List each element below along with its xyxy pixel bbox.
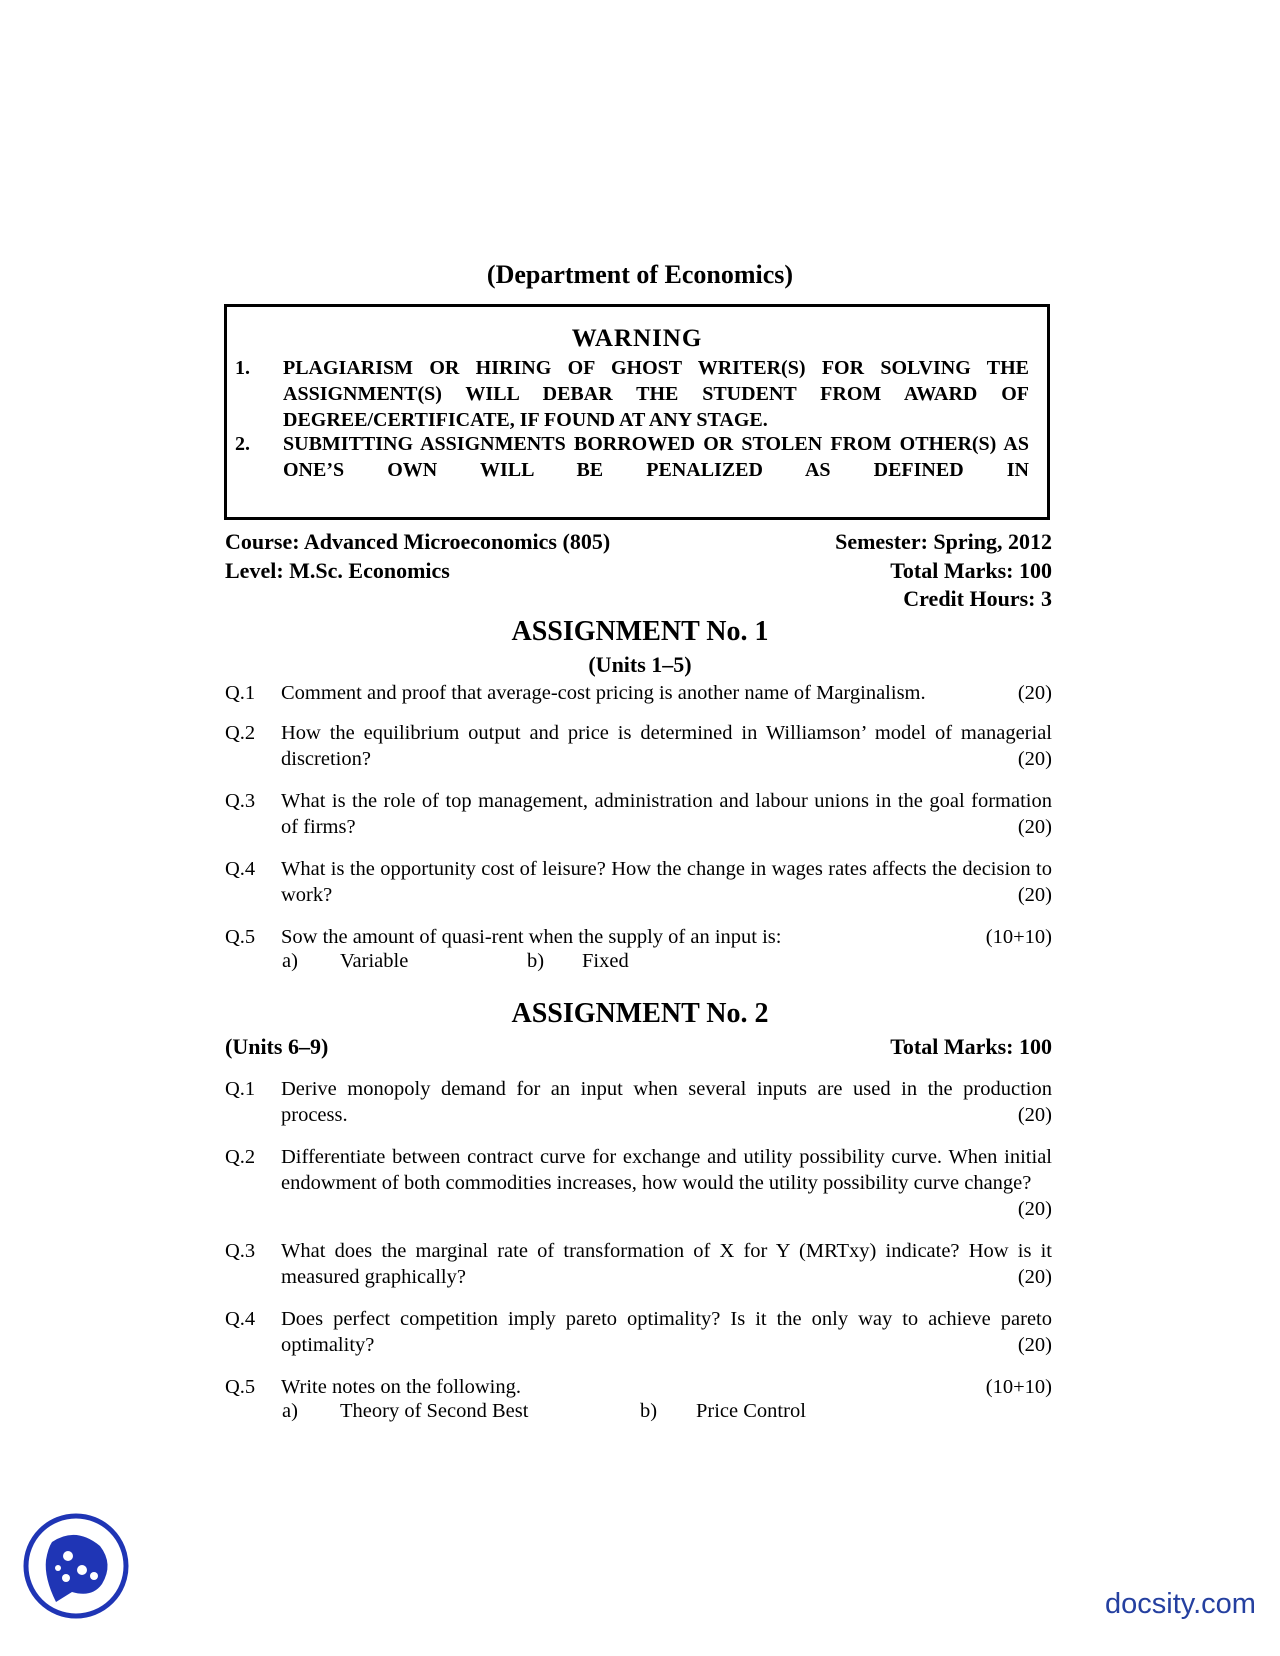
warning-item-number: 1. [235, 357, 250, 379]
question-number: Q.5 [225, 926, 256, 948]
question-marks: (20) [1017, 682, 1052, 704]
question [225, 1306, 1052, 1358]
question [225, 788, 1052, 840]
question-text: Derive monopoly demand for an input when several inputs are used in the production process. [281, 1078, 1052, 1126]
question-number: Q.4 [225, 858, 256, 880]
semester: Semester: Spring, 2012 [835, 529, 1052, 554]
part-label: b) [640, 1400, 658, 1422]
assignment-2-total-marks: Total Marks: 100 [890, 1034, 1052, 1059]
warning-item-text: SUBMITTING ASSIGNMENTS BORROWED OR STOLEN FROM OTHER(S) AS ONE’S OWN WILL BE PENALIZED AS DEFINED IN [283, 433, 1029, 481]
assignment-2-units: (Units 6–9) [225, 1034, 329, 1059]
question-marks: (20) [1017, 748, 1052, 770]
part-label: b) [527, 950, 545, 972]
course-level: Level: M.Sc. Economics [225, 558, 450, 583]
question-marks: (20) [1017, 1198, 1052, 1220]
question-number: Q.3 [225, 790, 256, 812]
docsity-brand-link[interactable]: docsity.com [1105, 1588, 1256, 1620]
credit-hours: Credit Hours: 3 [903, 586, 1052, 611]
question-marks: (20) [1017, 816, 1052, 838]
question-text: Does perfect competition imply pareto optimality? Is it the only way to achieve pareto optimality? [281, 1308, 1052, 1356]
question-text: What does the marginal rate of transformation of X for Y (MRTxy) indicate? How is it measured graphically? [281, 1240, 1052, 1288]
warning-box [224, 304, 1050, 520]
question-marks: (10+10) [985, 926, 1052, 948]
course-name: Course: Advanced Microeconomics (805) [225, 529, 611, 554]
question-number: Q.3 [225, 1240, 256, 1262]
question [225, 924, 1052, 950]
question-text: Comment and proof that average-cost pricing is another name of Marginalism. [281, 682, 926, 704]
question-text: What is the opportunity cost of leisure? How the change in wages rates affects the decision to work? [281, 858, 1052, 906]
question-number: Q.4 [225, 1308, 256, 1330]
question [225, 1076, 1052, 1128]
question [225, 1144, 1052, 1220]
warning-item-number: 2. [235, 433, 250, 455]
question-marks: (20) [1017, 1104, 1052, 1126]
assignment-1-units: (Units 1–5) [588, 652, 692, 677]
question-text: How the equilibrium output and price is determined in Williamson’ model of managerial discretion? [281, 722, 1052, 770]
question-marks: (20) [1017, 1334, 1052, 1356]
warning-item-1 [235, 355, 1029, 433]
part-text: Variable [340, 950, 409, 972]
question-marks: (10+10) [985, 1376, 1052, 1398]
part-label: a) [282, 1400, 298, 1422]
warning-item-text: PLAGIARISM OR HIRING OF GHOST WRITER(S) FOR SOLVING THE ASSIGNMENT(S) WILL DEBAR THE STUDENT FROM AWARD OF DEGREE/CERTIFICATE, IF FOUND AT ANY STAGE. [283, 357, 1029, 431]
assignment-2-title: ASSIGNMENT No. 2 [511, 998, 769, 1029]
question-text: Sow the amount of quasi-rent when the supply of an input is: [281, 926, 782, 948]
warning-item-2 [235, 431, 1029, 483]
part-text: Fixed [582, 950, 629, 972]
question-number: Q.1 [225, 1078, 256, 1100]
question-text: Write notes on the following. [281, 1376, 522, 1398]
part-label: a) [282, 950, 298, 972]
total-marks: Total Marks: 100 [890, 558, 1052, 583]
question-marks: (20) [1017, 1266, 1052, 1288]
assignment-1-title: ASSIGNMENT No. 1 [511, 616, 769, 647]
question [225, 720, 1052, 772]
question [225, 856, 1052, 908]
question-number: Q.2 [225, 722, 256, 744]
question-marks: (20) [1017, 884, 1052, 906]
question [225, 1238, 1052, 1290]
question-number: Q.2 [225, 1146, 256, 1168]
question [225, 1374, 1052, 1400]
question-number: Q.5 [225, 1376, 256, 1398]
warning-title: WARNING [571, 325, 703, 352]
department-heading: (Department of Economics) [486, 260, 794, 289]
docsity-logo-icon[interactable] [22, 1512, 130, 1620]
part-text: Theory of Second Best [340, 1400, 529, 1422]
question-number: Q.1 [225, 682, 256, 704]
part-text: Price Control [696, 1400, 806, 1422]
question-text: What is the role of top management, administration and labour unions in the goal formation of firms? [281, 790, 1052, 838]
question [225, 680, 1052, 706]
question-text: Differentiate between contract curve for exchange and utility possibility curve. When initial endowment of both commodities increases, how would the utility possibility curve change? [281, 1146, 1052, 1194]
